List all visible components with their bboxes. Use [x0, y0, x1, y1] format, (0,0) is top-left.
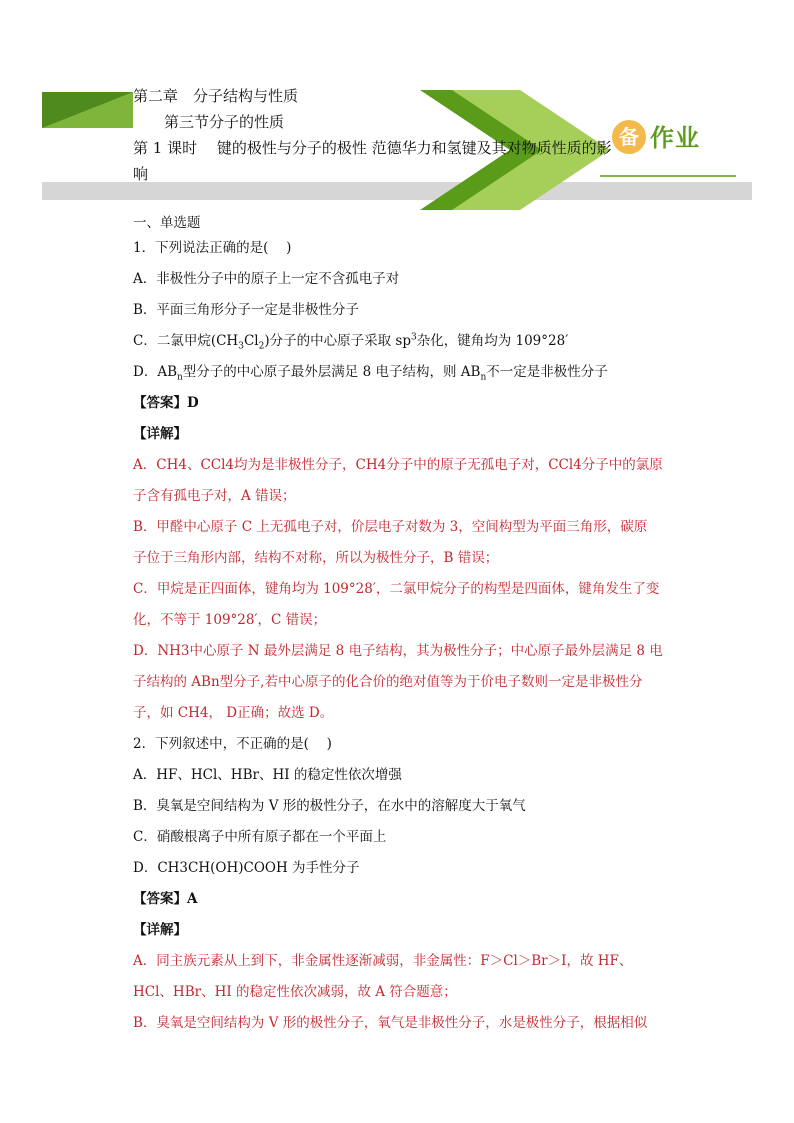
q2-explanation-a1: A．同主族元素从上到下，非金属性逐渐减弱，非金属性：F＞Cl＞Br＞I，故 HF、 [133, 953, 633, 969]
q1-explanation-d3: 子，如 CH4， D正确；故选 D。 [133, 705, 334, 721]
q1-explanation-c2: 化，不等于 109°28′，C 错误； [133, 612, 327, 628]
homework-logo [612, 118, 712, 162]
q1-explanation-a2: 子含有孤电子对，A 错误； [133, 488, 296, 504]
q2-option-a: A．HF、HCl、HBr、HI 的稳定性依次增强 [133, 767, 402, 783]
q1-explanation-b1: B．甲醛中心原子 C 上无孤电子对，价层电子对数为 3，空间构型为平面三角形，碳原 [133, 519, 648, 535]
q1-option-c: C．二氯甲烷$(CH_3Cl_2)$分子的中心原子采取 $sp^3$杂化，键角均为 109°28′ [133, 332, 569, 352]
header-decoration [0, 0, 794, 210]
q1-stem: 1．下列说法正确的是( ) [133, 240, 292, 256]
logo-badge-icon: 备 [612, 120, 646, 154]
single-choice-heading: 一、单选题 [133, 215, 201, 231]
q1-option-b: B．平面三角形分子一定是非极性分子 [133, 302, 359, 318]
q1-explanation-c1: C．甲烷是正四面体，键角均为 109°28′，二氯甲烷分子的构型是四面体，键角发生了变 [133, 581, 660, 597]
q1-explanation-a1: A．CH4、CCl4均为是非极性分子，CH4分子中的原子无孤电子对，CCl4分子中的氯原 [133, 457, 663, 473]
q2-option-d: D．CH3CH(OH)COOH 为手性分子 [133, 860, 360, 876]
q1-explanation-b2: 子位于三角形内部，结构不对称，所以为极性分子，B 错误； [133, 550, 499, 566]
q2-option-c: C．硝酸根离子中所有原子都在一个平面上 [133, 829, 387, 845]
q2-explanation-b1: B．臭氧是空间结构为 V 形的极性分子，氧气是非极性分子，水是极性分子，根据相似 [133, 1015, 648, 1031]
logo-word: 作业 [650, 124, 700, 152]
q2-stem: 2．下列叙述中，不正确的是( ) [133, 736, 332, 752]
header-gray-band [42, 182, 752, 200]
chapter-title: 第二章 分子结构与性质 [133, 87, 299, 105]
section-title: 第三节分子的性质 [164, 113, 285, 131]
q1-option-d: D．$AB_n$型分子的中心原子最外层满足 8 电子结构，则 $AB_n$不一定是非极性分子 [133, 364, 608, 383]
lesson-title-line2: 响 [133, 165, 149, 183]
q1-explanation-d1: D．NH3中心原子 N 最外层满足 8 电子结构，其为极性分子；中心原子最外层满足 8 电 [133, 643, 663, 659]
q1-answer: 【答案】D [133, 395, 199, 411]
page-header [0, 0, 794, 210]
q2-explanation-a2: HCl、HBr、HI 的稳定性依次减弱，故 A 符合题意； [133, 984, 457, 1000]
lesson-title-line1: 第 1 课时 键的极性与分子的极性 范德华力和氢键及其对物质性质的影 [133, 139, 612, 157]
q1-detail-label: 【详解】 [133, 426, 187, 442]
q2-option-b: B．臭氧是空间结构为 V 形的极性分子，在水中的溶解度大于氧气 [133, 798, 526, 814]
q1-option-a: A．非极性分子中的原子上一定不含孤电子对 [133, 271, 400, 287]
q2-answer: 【答案】A [133, 891, 198, 907]
q1-explanation-d2: 子结构的 ABn型分子,若中心原子的化合价的绝对值等为于价电子数则一定是非极性分 [133, 674, 643, 690]
q2-detail-label: 【详解】 [133, 922, 187, 938]
